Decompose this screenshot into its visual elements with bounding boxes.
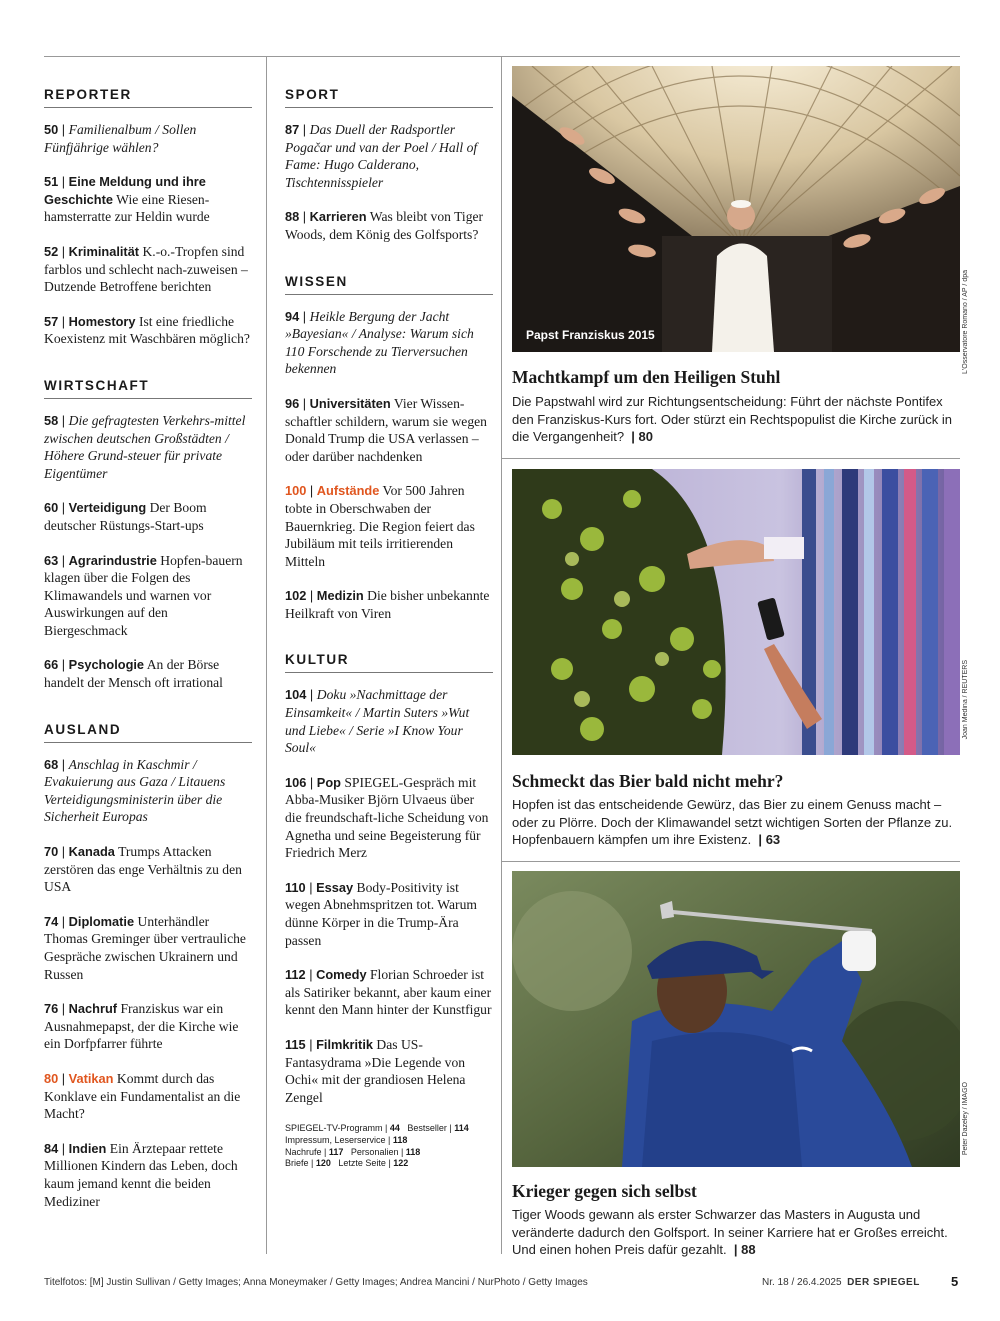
toc-section	[285, 274, 493, 623]
entry-keyword: Universitäten	[309, 395, 391, 411]
brand-logo: DER SPIEGEL	[847, 1277, 920, 1288]
separator: |	[305, 879, 317, 895]
page-ref: 68	[44, 756, 59, 772]
page-ref: 76	[44, 1001, 59, 1017]
entry-keyword: Diplomatie	[68, 913, 135, 929]
section-title: KULTUR	[285, 652, 493, 673]
separator: |	[58, 756, 69, 772]
separator: |	[306, 483, 317, 499]
separator: |	[305, 967, 317, 983]
entry-keyword: Medizin	[316, 588, 364, 604]
page-ref: 100	[285, 483, 307, 499]
entry-text: SPIEGEL-Gespräch mit Abba-Musiker Björn Ulvaeus über die freundschaft-liche Scheidung von Agnetha und seine Begeisterung für Friedrich Merz	[285, 774, 489, 861]
golf-photo	[512, 871, 960, 1167]
page-ref: 110	[285, 879, 306, 895]
entry-keyword: Eine Meldung und ihre Geschichte	[44, 174, 206, 207]
entry-text: Doku »Nachmittage der Einsamkeit« / Martin Suters »Wut und Liebe« / Serie »I Know Your Soul«	[285, 687, 470, 756]
entry-text: Florian Schroeder ist als Satiriker bekannt, aber kaum einer kennt den Mann hinter der Kunstfigur	[285, 967, 492, 1018]
separator: |	[58, 122, 69, 137]
separator: |	[58, 500, 69, 516]
separator: |	[58, 174, 69, 190]
toc-entry[interactable]	[44, 173, 252, 226]
page-ref: 70	[44, 844, 59, 860]
entry-text: Was bleibt von Tiger Woods, dem König des Golfsports?	[285, 209, 484, 242]
service-label: Nachrufe	[285, 1146, 322, 1157]
section-title: REPORTER	[44, 87, 252, 108]
toc-left-column	[44, 57, 252, 1227]
cover-photo-credits: Titelfotos: [M] Justin Sullivan / Getty Images; Anna Moneymaker / Getty Images; Andrea Mancini / NurPhoto / Getty Images	[44, 1277, 588, 1288]
toc-entry[interactable]	[285, 308, 493, 378]
page-ref: 84	[44, 1140, 59, 1156]
story-title: Machtkampf um den Heiligen Stuhl	[512, 367, 781, 387]
entry-keyword: Aufstände	[316, 483, 380, 499]
entry-text: Franziskus war ein Ausnahmepapst, der die Kirche wie ein Dorfpfarrer führte	[44, 1001, 239, 1052]
story-divider	[502, 458, 960, 459]
entry-text: Trumps Attacken zerstören das enge Verhältnis zu den USA	[44, 844, 242, 895]
services-row: Briefe | 120 Letzte Seite | 122	[285, 1158, 409, 1169]
separator: |	[306, 588, 317, 604]
photo-credit: Peter Dazeley / IMAGO	[962, 1082, 969, 1156]
separator: |	[58, 913, 69, 929]
page-ref: 88	[285, 209, 300, 225]
entry-text: Body-Positivity ist wegen Abnehmspritzen tot. Warum dünne Körper in die Trump-Ära passen	[285, 879, 477, 948]
toc-entry[interactable]	[285, 966, 493, 1019]
services-row: Nachrufe | 117 Personalien | 118	[285, 1146, 421, 1157]
page-ref: 104	[285, 687, 307, 703]
page-ref: 94	[285, 308, 300, 324]
entry-text: Ist eine friedliche Koexistenz mit Waschbären möglich?	[44, 313, 250, 347]
story-text: Hopfen ist das entscheidende Gewürz, das Bier zu einem Genuss macht – oder zu Plörre. Doch der Klimawandel setzt wichtigen Sorten der Pflanze zu. Hopfenbauern kämpfen um ihre Existenz. | 63	[512, 797, 953, 847]
photo-credit: L'Osservatore Romano / AP / dpa	[962, 270, 969, 374]
separator: |	[299, 209, 310, 225]
pope-illustration	[512, 66, 960, 352]
separator: |	[299, 122, 310, 137]
page-ref: 58	[44, 412, 59, 428]
service-page: 118	[405, 1146, 421, 1157]
story-page-ref: | 88	[730, 1242, 756, 1257]
entry-text: Das US-Fantasydrama »Die Legende von Ochi« mit der grandiosen Helena Zengel	[285, 1036, 466, 1105]
separator: |	[58, 412, 69, 428]
separator: |	[58, 657, 69, 673]
entry-text: Das Duell der Radsportler Pogačar und van der Poel / Hall of Fame: Hugo Calderano, Tischtennisspieler	[285, 122, 478, 190]
service-label: SPIEGEL-TV-Programm	[285, 1123, 383, 1134]
entry-keyword: Essay	[316, 879, 354, 895]
story-page-ref: | 63	[754, 832, 781, 847]
story-page-ref: | 80	[627, 429, 654, 444]
separator: |	[58, 243, 69, 259]
toc-entry[interactable]	[285, 121, 493, 191]
section-title: WIRTSCHAFT	[44, 378, 252, 399]
service-label: Personalien	[350, 1146, 399, 1157]
page-ref: 106	[285, 774, 307, 790]
services-list	[285, 1123, 493, 1169]
issue-number: Nr. 18 / 26.4.2025	[762, 1277, 842, 1288]
entry-text: Unterhändler Thomas Greminger über vertrauliche Gespräche zwischen Ukrainern und Russen	[44, 913, 246, 982]
section-title: WISSEN	[285, 274, 493, 295]
column-divider	[266, 57, 267, 1254]
story-title: Krieger gegen sich selbst	[512, 1181, 697, 1201]
entry-text: Heikle Bergung der Jacht »Bayesian« / Analyse: Warum sich 110 Forschende zu Tierversuchen bekennen	[285, 308, 474, 377]
section-title: SPORT	[285, 87, 493, 108]
entry-text: Die gefragtesten Verkehrs-mittel zwischen deutschen Großstädten / Höhere Grund-steuer für private Eigentümer	[44, 412, 246, 481]
entry-text: Wie eine Riesen-hamsterratte zur Heldin wurde	[44, 191, 210, 225]
toc-middle-column	[285, 57, 493, 1170]
page-ref: 57	[44, 313, 59, 329]
toc-entry[interactable]	[44, 1070, 252, 1123]
toc-entry[interactable]	[44, 913, 252, 983]
entry-text: Hopfen-bauern klagen über die Folgen des Klimawandels und warnen vor Auswirkungen auf den Biergeschmack	[44, 552, 243, 638]
entry-keyword: Vatikan	[68, 1070, 114, 1086]
issue-info	[762, 1277, 920, 1288]
page-ref: 50	[44, 122, 59, 137]
toc-entry[interactable]	[285, 879, 493, 949]
toc-entry[interactable]	[285, 587, 493, 622]
toc-entry[interactable]	[44, 499, 252, 534]
toc-section	[44, 378, 252, 692]
separator: |	[306, 687, 317, 703]
services-row: SPIEGEL-TV-Programm | 44 Bestseller | 114	[285, 1123, 469, 1134]
toc-entry[interactable]	[44, 756, 252, 826]
entry-text: Vor 500 Jahren tobte in Oberschwaben der Bauernkrieg. Die Region feiert das Jubiläum mit teils irritierenden Mitteln	[285, 483, 475, 569]
toc-section	[285, 87, 493, 244]
toc-entry[interactable]	[285, 686, 493, 756]
separator: |	[299, 308, 310, 324]
entry-text: Vier Wissen-schaftler schildern, warum sie wegen Donald Trump die USA verlassen – oder darüber nachdenken	[285, 395, 487, 464]
entry-text: Familienalbum / Sollen Fünfjährige wählen?	[44, 122, 197, 155]
entry-text: Die bisher unbekannte Heilkraft von Viren	[285, 588, 490, 621]
service-page: 122	[393, 1158, 409, 1169]
toc-entry[interactable]	[44, 412, 252, 482]
service-label: Impressum, Leserservice	[285, 1134, 386, 1145]
hops-photo	[512, 469, 960, 755]
toc-entry[interactable]	[285, 482, 493, 570]
entry-keyword: Homestory	[68, 313, 136, 329]
entry-text: Der Boom deutscher Rüstungs-Start-ups	[44, 500, 207, 533]
services-row: Impressum, Leserservice | 118	[285, 1134, 408, 1145]
toc-entry[interactable]	[44, 1000, 252, 1053]
entry-keyword: Karrieren	[309, 209, 367, 225]
page-ref: 102	[285, 588, 307, 604]
separator: |	[58, 313, 69, 329]
page-ref: 80	[44, 1070, 59, 1086]
photo-caption: Papst Franziskus 2015	[526, 328, 655, 342]
separator: |	[58, 1001, 69, 1017]
entry-text: An der Börse handelt der Mensch oft irrational	[44, 657, 223, 691]
toc-entry[interactable]	[285, 208, 493, 243]
toc-entry[interactable]	[44, 1140, 252, 1210]
column-divider	[501, 57, 502, 1254]
toc-section	[44, 87, 252, 348]
entry-keyword: Indien	[68, 1140, 107, 1156]
page-ref: 115	[285, 1036, 306, 1052]
toc-entry[interactable]	[44, 656, 252, 691]
service-page: 44	[389, 1123, 400, 1134]
toc-entry[interactable]	[44, 552, 252, 640]
toc-section	[285, 652, 493, 1106]
separator: |	[306, 774, 317, 790]
entry-keyword: Comedy	[316, 967, 367, 983]
toc-entry[interactable]	[44, 121, 252, 156]
photo-credit: Joan Medina / REUTERS	[962, 660, 969, 740]
entry-keyword: Kanada	[68, 844, 115, 860]
separator: |	[299, 395, 310, 411]
entry-keyword: Filmkritik	[316, 1036, 373, 1052]
entry-keyword: Pop	[316, 774, 341, 790]
separator: |	[58, 844, 69, 860]
page-ref: 63	[44, 552, 59, 568]
entry-text: Kommt durch das Konklave ein Fundamentalist an die Macht?	[44, 1070, 241, 1122]
page-ref: 74	[44, 913, 59, 929]
entry-keyword: Verteidigung	[68, 500, 147, 516]
toc-entry[interactable]	[285, 1036, 493, 1106]
story-divider	[502, 861, 960, 862]
story-text: Tiger Woods gewann als erster Schwarzer das Masters in Augusta und veränderte dadurch den Golfsport. In seiner Karriere hat er Großes erreicht. Und einen hohen Preis dafür gezahlt. | 88	[512, 1207, 948, 1257]
story-title: Schmeckt das Bier bald nicht mehr?	[512, 771, 784, 791]
entry-text: K.-o.-Tropfen sind farblos und schlecht nach-zuweisen – Dutzende Betroffene berichten	[44, 243, 248, 295]
page-ref: 66	[44, 657, 59, 673]
toc-entry[interactable]	[285, 395, 493, 465]
toc-entry[interactable]	[285, 774, 493, 862]
section-title: AUSLAND	[44, 722, 252, 743]
page-ref: 52	[44, 243, 59, 259]
toc-entry[interactable]	[44, 843, 252, 896]
service-page: 114	[454, 1123, 469, 1134]
service-label: Briefe	[285, 1158, 309, 1169]
entry-keyword: Nachruf	[68, 1001, 118, 1017]
service-label: Bestseller	[407, 1123, 447, 1134]
service-page: 120	[315, 1158, 331, 1169]
separator: |	[305, 1036, 317, 1052]
separator: |	[58, 552, 69, 568]
page-ref: 51	[44, 174, 59, 190]
service-page: 117	[328, 1146, 344, 1157]
page-ref: 96	[285, 395, 300, 411]
story-text: Die Papstwahl wird zur Richtungsentscheidung: Führt der nächste Pontifex den Franziskus-Kurs fort. Oder stürzt ein Rechtspopulist die Kirche zurück in die Vergangenheit? | 80	[512, 394, 953, 444]
entry-keyword: Psychologie	[68, 657, 145, 673]
golf-illustration	[512, 871, 960, 1167]
toc-entry[interactable]	[44, 313, 252, 348]
entry-keyword: Kriminalität	[68, 243, 140, 259]
toc-section	[44, 722, 252, 1210]
separator: |	[58, 1070, 69, 1086]
page-ref: 87	[285, 122, 300, 137]
entry-keyword: Agrarindustrie	[68, 552, 157, 568]
service-page: 118	[392, 1134, 408, 1145]
toc-entry[interactable]	[44, 243, 252, 296]
page-number: 5	[951, 1274, 959, 1289]
page-ref: 112	[285, 967, 306, 983]
service-label: Letzte Seite	[338, 1158, 386, 1169]
separator: |	[58, 1140, 69, 1156]
entry-text: Anschlag in Kaschmir / Evakuierung aus Gaza / Litauens Verteidigungsministerin über die Sicherheit Europas	[44, 756, 226, 825]
entry-text: Ein Ärztepaar rettete Millionen Kindern das Leben, doch kaum jemand kennt die beiden Mediziner	[44, 1140, 238, 1209]
hops-illustration	[512, 469, 960, 755]
pope-photo	[512, 66, 960, 352]
page-ref: 60	[44, 500, 59, 516]
